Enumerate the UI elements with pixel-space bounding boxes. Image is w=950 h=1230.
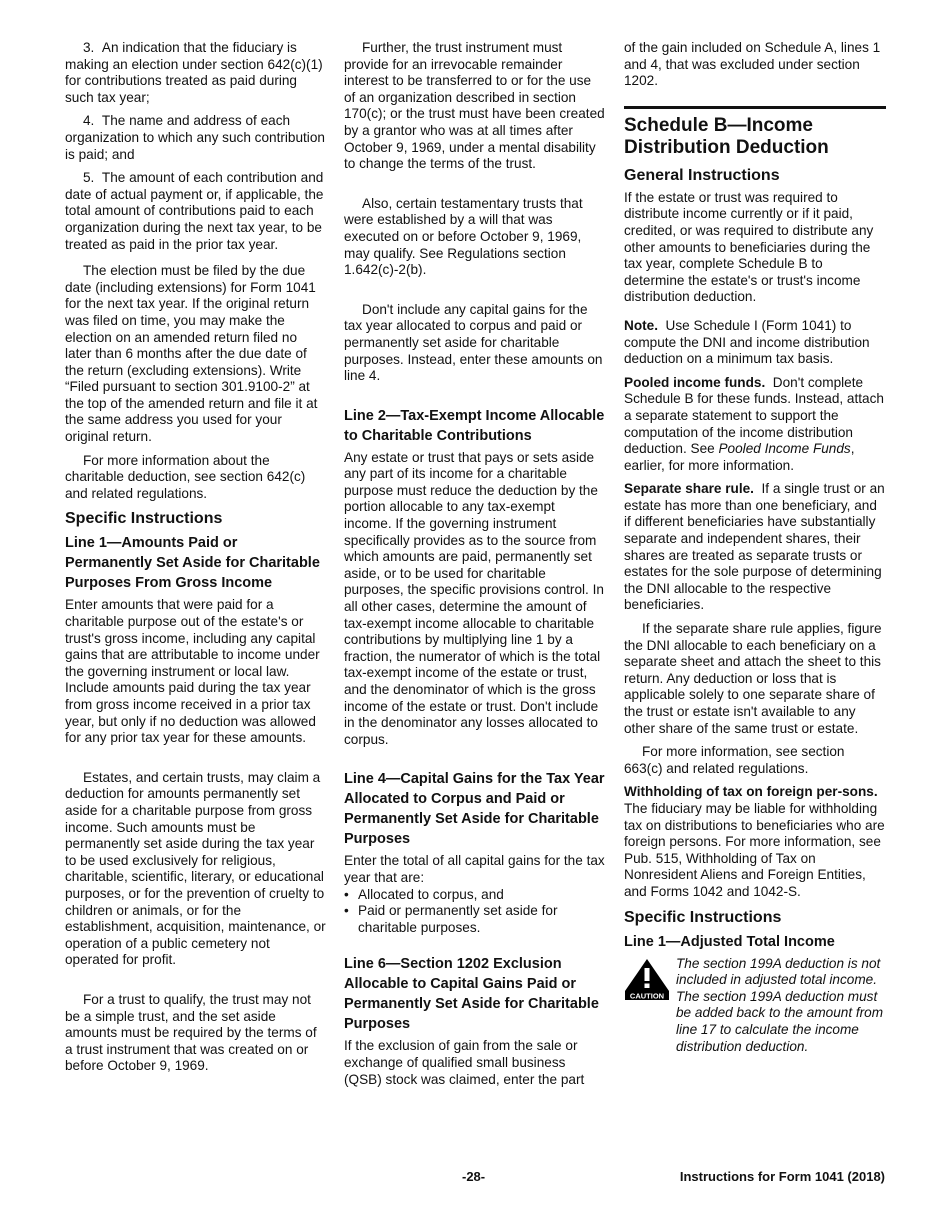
caution-icon-label: CAUTION xyxy=(629,991,665,1000)
pooled-italic: Pooled Income Funds xyxy=(718,441,851,457)
withholding-label: Withholding of tax on foreign per-sons. xyxy=(624,784,878,800)
line-heading: Line 1—Adjusted Total Income xyxy=(624,933,835,950)
line-heading: Line 2—Tax-Exempt Income Allocable to Charitable Contributions xyxy=(344,407,605,444)
withholding-paragraph xyxy=(624,784,886,900)
form-title: Instructions for Form 1041 (2018) xyxy=(679,1169,885,1184)
section-heading: Specific Instructions xyxy=(624,908,782,926)
caution-note xyxy=(624,956,886,1056)
withholding-text: The fiduciary may be liable for withholding tax on distributions to beneficiaries who are foreign persons. For more information, see Pub. 515, Withholding of Tax on Nonresident Aliens and Foreign Entities, and Forms 1042 and 1042-S. xyxy=(624,800,885,899)
paragraph: of the gain included on Schedule A, lines 1 and 4, that was excluded under section 1202. xyxy=(624,40,881,89)
note-label: Note. xyxy=(624,317,658,333)
paragraph: Don't include any capital gains for the tax year allocated to corpus and paid or permanently set aside for charitable purposes. Instead, enter these amounts on line 4. xyxy=(344,301,603,384)
paragraph: Enter the total of all capital gains for the tax year that are: xyxy=(344,853,605,885)
pooled-text-end: , earlier, for more information. xyxy=(624,441,855,473)
paragraph: If the exclusion of gain from the sale or exchange of qualified small business (QSB) stock was claimed, enter the part xyxy=(344,1038,585,1087)
paragraph: For a trust to qualify, the trust may not be a simple trust, and the set aside amounts must be required by the terms of a trust instrument that was created on or before October 9, 1969. xyxy=(65,991,317,1074)
paragraph: Estates, and certain trusts, may claim a deduction for amounts permanently set aside for a charitable purpose from gross income. Such amounts must be permanently set aside during the tax year to be used exclusively for religious, charitable, scientific, literary, or educational purposes, or for the prevention of cruelty to children or animals, or for the establishment, acquisition, maintenance, or operation of a public cemetery not operated for profit. xyxy=(65,769,326,968)
paragraph: If the separate share rule applies, figure the DNI allocable to each beneficiary on a separate sheet and attach the sheet to this return. Any deduction or loss that is applicable solely to one separate share of the trust or estate isn't available to any other share of the same trust or estate. xyxy=(624,621,882,736)
pooled-text: Don't complete Schedule B for these funds. Instead, attach a separate statement to support the computation of the income distribution deduction. See xyxy=(624,374,884,457)
separate-share-paragraph xyxy=(624,481,886,614)
caution-text: The section 199A deduction is not included in adjusted total income. The section 199A deduction must be added back to the amount from line 17 to calculate the income distribution deduction. xyxy=(676,955,884,1054)
column-3 xyxy=(624,40,886,1055)
column-2 xyxy=(344,40,606,1095)
note-paragraph xyxy=(624,318,886,368)
section-divider xyxy=(624,106,886,109)
note-text: Use Schedule I (Form 1041) to compute the DNI and income distribution deduction on a minimum tax basis. xyxy=(624,317,870,367)
separate-share-text: If a single trust or an estate has more than one beneficiary, and if different beneficiaries have substantially separate and independent shares, their shares are treated as separate trusts or estates for the sole purpose of determining the DNI allocable to the respective beneficiaries. xyxy=(624,481,885,613)
section-heading: General Instructions xyxy=(624,166,780,184)
separate-share-label: Separate share rule. xyxy=(624,481,754,497)
pooled-label: Pooled income funds. xyxy=(624,374,766,390)
paragraph: Any estate or trust that pays or sets aside any part of its income for a charitable purpose must reduce the deduction by the portion allocable to any tax-exempt income. If the governing instrument specifically provides as to the source from which amounts are paid, permanently set aside, or to be used for charitable purposes, the specific provisions control. In all other cases, determine the amount of tax-exempt income allocable to charitable contributions by multiplying line 1 by a fraction, the numerator of which is the total tax-exempt income of the estate or trust, and the denominator of which is the gross income of the estate or trust. Don't include in the denominator any losses allocated to corpus. xyxy=(344,449,604,747)
schedule-b-heading: Schedule B—Income Distribution Deduction xyxy=(624,114,829,159)
list-item: • Paid or permanently set aside for charitable purposes. xyxy=(344,903,606,936)
paragraph: Enter amounts that were paid for a charitable purpose out of the estate's or trust's gross income, including any capital gains that are attributable to income under the governing instrument or local law. Include amounts paid during the tax year from gross income received in a prior tax year, but only if no deduction was allowed for any prior tax year for these amounts. xyxy=(65,597,320,746)
list-item: • Allocated to corpus, and xyxy=(344,887,606,904)
column-1 xyxy=(65,40,327,1082)
page-number: -28- xyxy=(462,1169,486,1184)
paragraph: The election must be filed by the due date (including extensions) for Form 1041 for the next tax year. If the original return was filed on time, you may make the election on an amended return filed no later than 6 months after the due date of the return (excluding extensions). Write “Filed pursuant to section 301.9100-2” at the top of the amended return and file it at the same address you used for your original return. xyxy=(65,263,318,445)
paragraph: 4. The name and address of each organization to which any such contribution is paid; and xyxy=(65,113,325,162)
line-heading: Line 6—Section 1202 Exclusion Allocable to Capital Gains Paid or Permanently Set Aside for Charitable Purposes xyxy=(344,956,599,1033)
paragraph: For more information about the charitable deduction, see section 642(c) and related regulations. xyxy=(65,452,306,501)
section-heading: Specific Instructions xyxy=(65,510,223,528)
line-heading: Line 4—Capital Gains for the Tax Year Allocated to Corpus and Paid or Permanently Set Aside for Charitable Purposes xyxy=(344,771,605,848)
paragraph: If the estate or trust was required to distribute income currently or if it paid, credited, or was required to distribute any other amounts to beneficiaries during the tax year, complete Schedule B to determine the estate's or trust's income distribution deduction. xyxy=(624,189,874,305)
caution-icon xyxy=(624,958,670,1000)
line-heading: Line 1—Amounts Paid or Permanently Set Aside for Charitable Purposes From Gross Income xyxy=(65,535,320,592)
paragraph: For more information, see section 663(c) and related regulations. xyxy=(624,744,845,776)
paragraph: 3. An indication that the fiduciary is making an election under section 642(c)(1) for contributions treated as paid during such tax year; xyxy=(65,40,323,105)
paragraph: Also, certain testamentary trusts that were established by a will that was executed on or before October 9, 1969, may qualify. See Regulations section 1.642(c)-2(b). xyxy=(344,195,583,278)
paragraph: 5. The amount of each contribution and date of actual payment or, if applicable, the total amount of contributions paid to each organization during the next tax year, to be treated as paid in the prior tax year. xyxy=(65,170,324,252)
bullet-list xyxy=(344,887,606,937)
pooled-paragraph xyxy=(624,375,886,475)
paragraph: Further, the trust instrument must provide for an irrevocable remainder interest to be transferred to or for the use of an organization described in section 170(c); or the trust must have been created by a grantor who was at all times after October 9, 1969, under a mental disability to change the terms of the trust. xyxy=(344,40,605,172)
